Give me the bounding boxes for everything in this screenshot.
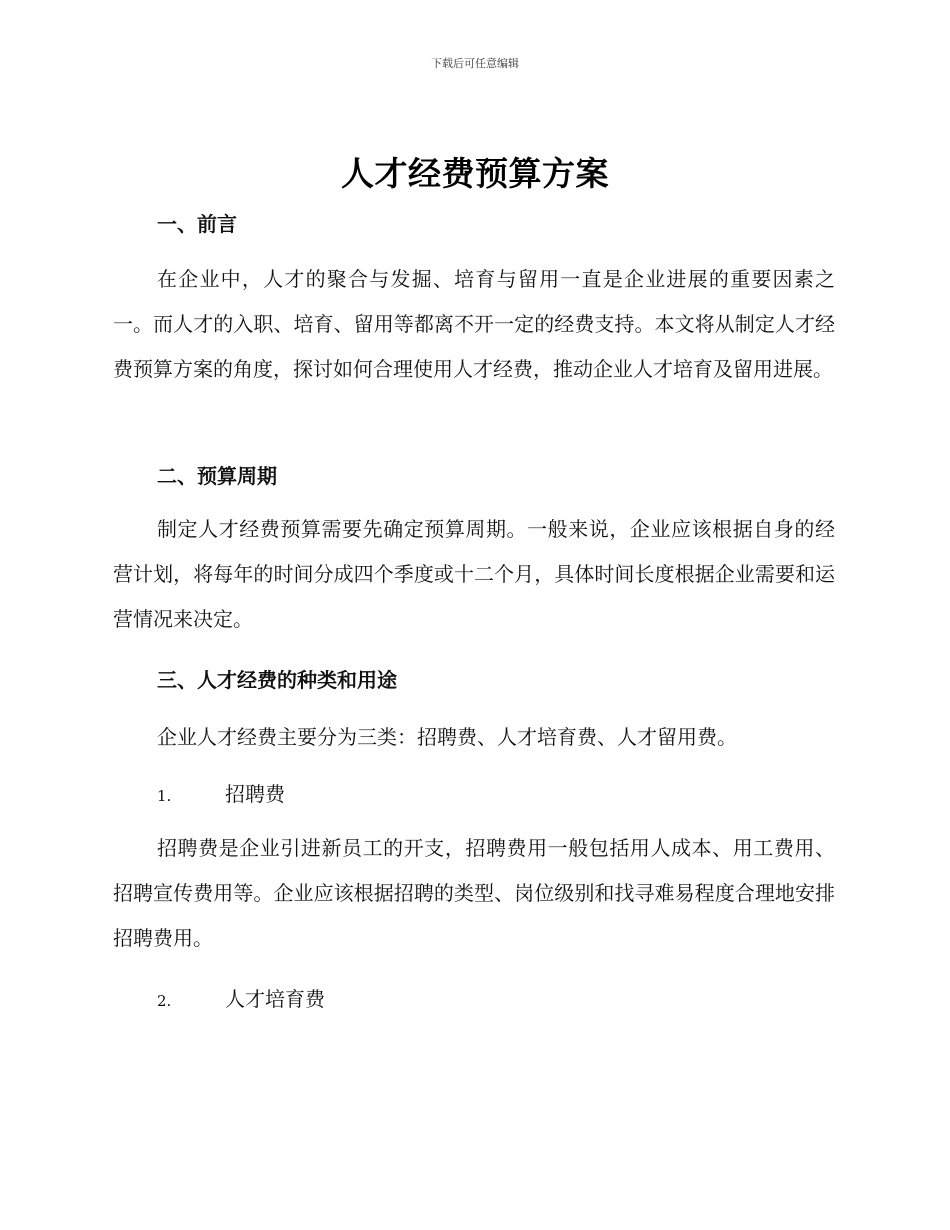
- list-item-number: 2.: [157, 992, 172, 1010]
- list-item-number: 1.: [157, 787, 172, 805]
- section-heading-budget-period: 二、预算周期: [157, 464, 277, 488]
- section-paragraph-preface: 在企业中，人才的聚合与发掘、培育与留用一直是企业进展的重要因素之一。而人才的入职、培育、留用等都离不开一定的经费支持。本文将从制定人才经费预算方案的角度，探讨如何合理使用人才经费，推动企业人才培育及留用进展。: [113, 267, 835, 381]
- list-item-talent-training: [157, 983, 325, 1012]
- list-item-recruitment: [157, 778, 285, 807]
- section-heading-preface: 一、前言: [157, 212, 237, 236]
- section-intro-types-uses: 企业人才经费主要分为三类：招聘费、人才培育费、人才留用费。: [157, 725, 737, 749]
- header-note: 下载后可任意编辑: [431, 57, 519, 70]
- list-item-label: 人才培育费: [225, 987, 325, 1011]
- list-item-label: 招聘费: [225, 782, 285, 806]
- section-heading-types-uses: 三、人才经费的种类和用途: [157, 668, 397, 692]
- section-paragraph-budget-period: 制定人才经费预算需要先确定预算周期。一般来说，企业应该根据自身的经营计划，将每年的时间分成四个季度或十二个月，具体时间长度根据企业需要和运营情况来决定。: [113, 517, 835, 631]
- document-title: 人才经费预算方案: [341, 154, 609, 193]
- list-paragraph-recruitment: 招聘费是企业引进新员工的开支，招聘费用一般包括用人成本、用工费用、招聘宣传费用等。企业应该根据招聘的类型、岗位级别和找寻难易程度合理地安排招聘费用。: [113, 836, 835, 950]
